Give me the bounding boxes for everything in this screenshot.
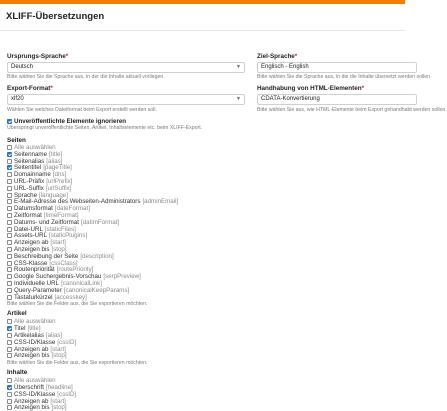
checkbox-label: Anzeigen ab bbox=[14, 239, 49, 247]
checkbox-label: Seitentitel bbox=[14, 164, 42, 172]
checkbox[interactable] bbox=[7, 353, 12, 358]
export-format-label: Export-Format* bbox=[7, 85, 53, 92]
checkbox[interactable] bbox=[7, 152, 12, 157]
pages-note: Bitte wählen Sie die Felder aus, die Sie exportieren möchten. bbox=[7, 300, 148, 307]
html-handling-hint: Bitte wählen Sie aus, wie HTML-Elemente beim Export gehandhabt werden sollen. bbox=[257, 107, 447, 113]
field-key: [alias] bbox=[45, 332, 63, 339]
field-key: [timeFormat] bbox=[43, 212, 79, 219]
checkbox-row[interactable] bbox=[7, 404, 67, 411]
field-key: [urlPrefix] bbox=[46, 178, 73, 185]
field-key: [canonicalKeepParams] bbox=[63, 286, 130, 294]
field-key: [stop] bbox=[51, 246, 67, 253]
checkbox-label: URL-Präfix bbox=[14, 178, 45, 185]
section-title-contents: Inhalte bbox=[7, 369, 28, 377]
field-key: [pageTitle] bbox=[43, 164, 72, 172]
checkbox[interactable] bbox=[7, 347, 12, 352]
checkbox[interactable] bbox=[7, 247, 12, 252]
unpublished-hint: Überspringt unveröffentlichte Seiten, Artikel, Inhaltselemente etc. beim XLIFF-Export. bbox=[7, 125, 203, 131]
checkbox[interactable] bbox=[7, 392, 12, 397]
checkbox[interactable] bbox=[7, 378, 12, 383]
checkbox-label: CSS-ID/Klasse bbox=[14, 338, 56, 346]
checkbox-label: Alle auswählen bbox=[14, 144, 56, 151]
checkbox-label: Beschreibung der Seite bbox=[14, 252, 79, 260]
checkbox[interactable] bbox=[7, 145, 12, 150]
source-language-value: Deutsch bbox=[11, 64, 34, 70]
checkbox-label: Anzeigen ab bbox=[14, 397, 49, 405]
checkbox-label: Anzeigen bis bbox=[14, 246, 50, 253]
checkbox-row[interactable] bbox=[7, 294, 87, 301]
checkbox-label: Individuelle URL bbox=[14, 280, 60, 287]
section-title-pages: Seiten bbox=[7, 137, 26, 144]
field-key: [adminEmail] bbox=[142, 198, 179, 206]
checkbox[interactable] bbox=[7, 326, 12, 331]
chevron-down-icon: ▼ bbox=[236, 96, 241, 102]
checkbox-label: Domainname bbox=[14, 171, 51, 179]
checkbox-label: Routenpriorität bbox=[14, 266, 55, 274]
checkbox[interactable] bbox=[7, 254, 12, 259]
checkbox[interactable] bbox=[7, 274, 12, 279]
checkbox-label: Anzeigen bis bbox=[14, 352, 50, 360]
field-key: [accesskey] bbox=[54, 293, 87, 301]
checkbox[interactable] bbox=[7, 227, 12, 232]
field-key: [serpPreview] bbox=[103, 273, 141, 281]
checkbox[interactable] bbox=[7, 233, 12, 238]
export-format-value: xlf20 bbox=[11, 96, 24, 102]
checkbox[interactable] bbox=[7, 399, 12, 404]
source-language-hint: Bitte wählen Sie die Sprache aus, in der die Inhalte aktuell vorliegen. bbox=[7, 74, 165, 80]
checkbox[interactable] bbox=[7, 288, 12, 293]
checkbox[interactable] bbox=[7, 179, 12, 184]
field-key: [start] bbox=[50, 345, 66, 353]
export-format-select[interactable] bbox=[7, 94, 245, 105]
checkbox[interactable] bbox=[7, 261, 12, 266]
checkbox-label: Anzeigen ab bbox=[14, 345, 49, 353]
checkbox-label: Seitenalias bbox=[14, 157, 45, 165]
checkbox-label: Alle auswählen bbox=[14, 377, 56, 385]
checkbox[interactable] bbox=[7, 159, 12, 164]
checkbox[interactable] bbox=[7, 193, 12, 198]
field-key: [cssClass] bbox=[49, 259, 78, 267]
field-key: [canonicalLink] bbox=[61, 280, 102, 287]
checkbox[interactable] bbox=[7, 295, 12, 300]
checkbox-label: Datumsformat bbox=[14, 205, 53, 213]
chevron-down-icon: ▼ bbox=[236, 64, 241, 70]
field-key: [dateFormat] bbox=[54, 205, 90, 213]
field-key: [alias] bbox=[46, 157, 63, 165]
checkbox[interactable] bbox=[7, 333, 12, 338]
checkbox[interactable] bbox=[7, 172, 12, 177]
field-key: [staticPlugins] bbox=[49, 232, 88, 240]
html-handling-value: CDATA-Konvertierung bbox=[261, 96, 320, 102]
section-title-articles: Artikel bbox=[7, 310, 27, 318]
unpublished-checkbox[interactable] bbox=[7, 119, 12, 124]
field-key: [stop] bbox=[51, 404, 67, 411]
checkbox-label: Assets-URL bbox=[14, 232, 48, 240]
field-key: [description] bbox=[80, 252, 114, 260]
checkbox-label: Google Suchergebnis-Vorschau bbox=[14, 273, 102, 281]
checkbox[interactable] bbox=[7, 199, 12, 204]
field-key: [language] bbox=[39, 191, 68, 199]
unpublished-label: Unveröffentlichte Elemente ignorieren bbox=[14, 118, 127, 125]
html-handling-select[interactable] bbox=[257, 94, 417, 105]
target-language-hint: Bitte wählen Sie die Sprache aus, in die die Inhalte übersetzt werden sollen. bbox=[257, 74, 432, 80]
field-key: [stop] bbox=[51, 352, 67, 360]
top-accent-bar bbox=[0, 0, 405, 4]
checkbox[interactable] bbox=[7, 220, 12, 225]
checkbox[interactable] bbox=[7, 165, 12, 170]
checkbox-label: Query-Parameter bbox=[14, 286, 62, 294]
checkbox-label: Tastaturkürzel bbox=[14, 293, 53, 301]
checkbox-label: Artikelalias bbox=[14, 332, 44, 339]
checkbox[interactable] bbox=[7, 186, 12, 191]
checkbox-row[interactable] bbox=[7, 352, 67, 359]
checkbox[interactable] bbox=[7, 405, 12, 410]
checkbox-label: Datei-URL bbox=[14, 225, 43, 233]
field-key: [title] bbox=[27, 325, 41, 333]
field-key: [headline] bbox=[45, 384, 73, 391]
checkbox[interactable] bbox=[7, 206, 12, 211]
checkbox-label: E-Mail-Adresse des Webseiten-Administrators bbox=[14, 198, 141, 206]
target-language-value: Englisch - English bbox=[261, 64, 309, 70]
page-title: XLIFF-Übersetzungen bbox=[6, 11, 105, 22]
field-key: [start] bbox=[50, 397, 66, 405]
checkbox-label: CSS-Klasse bbox=[14, 259, 48, 267]
checkbox-label: Alle auswählen bbox=[14, 318, 56, 326]
checkbox[interactable] bbox=[7, 213, 12, 218]
target-language-label: Ziel-Sprache* bbox=[257, 53, 298, 60]
field-key: [staticFiles] bbox=[44, 225, 76, 233]
field-key: [datimFormat] bbox=[81, 218, 120, 226]
checkbox-label: Datums- und Zeitformat bbox=[14, 218, 79, 226]
checkbox-label: Zeitformat bbox=[14, 212, 42, 219]
checkbox[interactable] bbox=[7, 240, 12, 245]
target-language-select[interactable] bbox=[257, 62, 417, 73]
checkbox-label: URL-Suffix bbox=[14, 184, 44, 192]
checkbox[interactable] bbox=[7, 267, 12, 272]
field-key: [cssID] bbox=[57, 338, 77, 346]
field-key: [dns] bbox=[52, 171, 67, 179]
checkbox-label: CSS-ID/Klasse bbox=[14, 390, 56, 398]
checkbox-label: Überschrift bbox=[14, 384, 44, 391]
html-handling-label: Handhabung von HTML-Elementen* bbox=[257, 85, 365, 92]
checkbox-label: Anzeigen bis bbox=[14, 404, 50, 411]
source-language-select[interactable] bbox=[7, 62, 245, 73]
checkbox-label: Sprache bbox=[14, 191, 38, 199]
checkbox[interactable] bbox=[7, 319, 12, 324]
checkbox[interactable] bbox=[7, 385, 12, 390]
unpublished-checkbox-row[interactable] bbox=[7, 118, 126, 125]
field-key: [routePriority] bbox=[56, 266, 94, 274]
field-key: [cssID] bbox=[57, 390, 77, 398]
checkbox-label: Titel bbox=[14, 325, 26, 333]
export-format-hint: Wählen Sie welches Dateiformat beim Export erstellt werden soll. bbox=[7, 107, 157, 113]
checkbox-label: Seitenname bbox=[14, 150, 48, 158]
checkbox[interactable] bbox=[7, 340, 12, 345]
checkbox[interactable] bbox=[7, 281, 12, 286]
divider bbox=[0, 30, 405, 31]
field-key: [start] bbox=[50, 239, 66, 247]
field-key: [title] bbox=[49, 150, 63, 158]
field-key: [urlSuffix] bbox=[45, 184, 72, 192]
source-language-label: Ursprungs-Sprache* bbox=[7, 53, 69, 60]
articles-note: Bitte wählen Sie die Felder aus, die Sie exportieren möchten. bbox=[7, 359, 148, 366]
